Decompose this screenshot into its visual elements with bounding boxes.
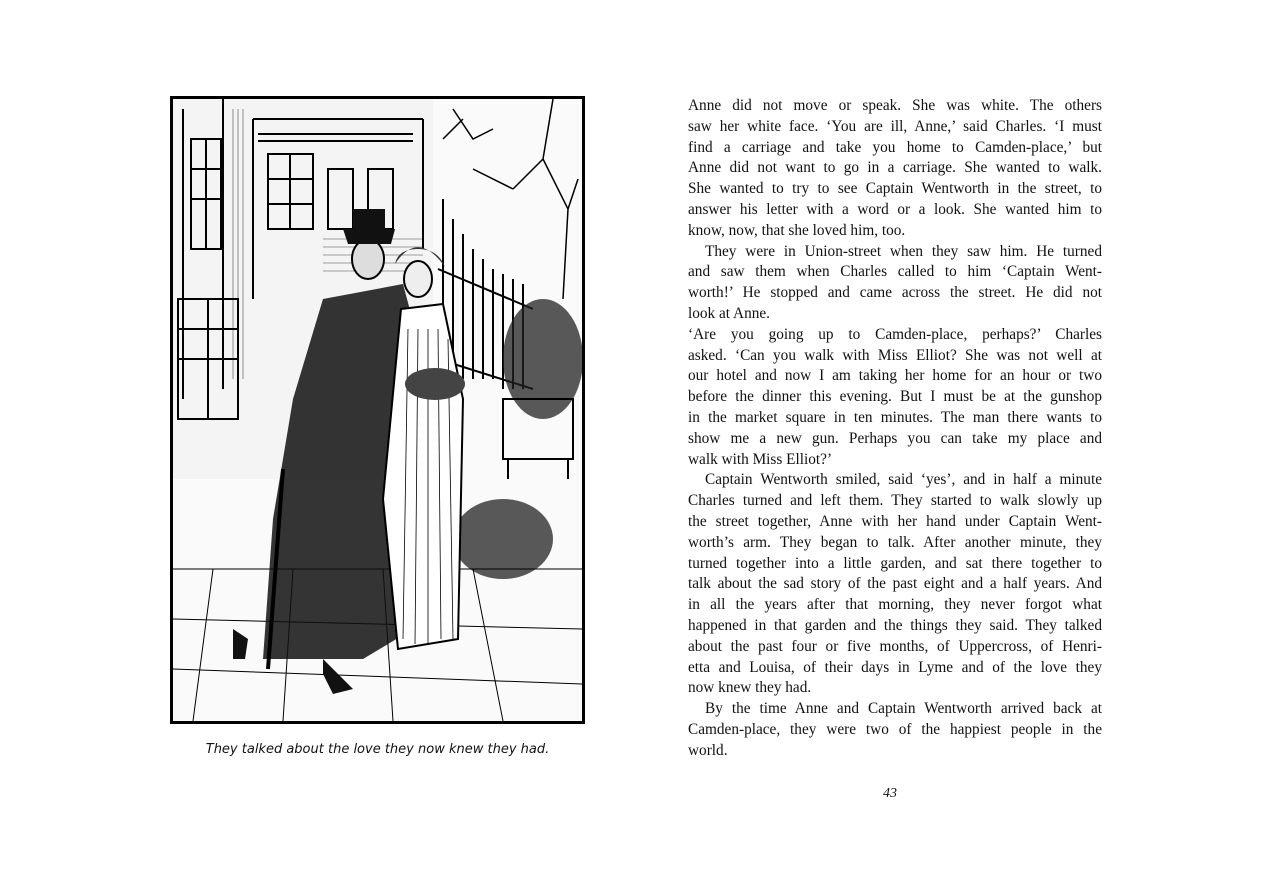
text-line: walk with Miss Elliot?’ xyxy=(688,450,833,468)
text-line: about the past four or five months, of Uppercross, of Henri- xyxy=(688,637,1102,655)
text-line: ‘Are you going up to Camden-place, perhaps?’ Charles xyxy=(688,325,1102,343)
text-line: in the market square in ten minutes. The man there wants to xyxy=(688,408,1102,426)
text-line: worth!’ He stopped and came across the street. He did not xyxy=(688,284,1102,302)
text-line: talk about the sad story of the past eight and a half years. And xyxy=(688,575,1102,593)
text-line: look at Anne. xyxy=(688,304,770,322)
page-number: 43 xyxy=(883,786,897,801)
text-line: turned together into a little garden, and sat there together to xyxy=(688,554,1102,572)
text-line: the street together, Anne with her hand under Captain Went- xyxy=(688,512,1102,530)
text-line: answer his letter with a word or a look. She wanted him to xyxy=(688,200,1102,218)
text-line: happened in that garden and the things they said. They talked xyxy=(688,616,1102,634)
text-line: our hotel and now I am taking her home for an hour or two xyxy=(688,367,1102,385)
text-line: worth’s arm. They began to talk. After another minute, they xyxy=(688,533,1102,551)
couple-walking-drawing xyxy=(173,99,582,721)
illustration xyxy=(170,96,585,724)
text-line: in all the years after that morning, they never forgot what xyxy=(688,596,1102,614)
text-line: Charles turned and left them. They started to walk slowly up xyxy=(688,492,1102,510)
text-line: show me a new gun. Perhaps you can take my place and xyxy=(688,429,1102,447)
text-line: etta and Louisa, of their days in Lyme and of the love they xyxy=(688,658,1102,676)
text-line: saw her white face. ‘You are ill, Anne,’ said Charles. ‘I must xyxy=(688,117,1102,135)
text-line: Captain Wentworth smiled, said ‘yes’, and in half a minute xyxy=(705,471,1102,489)
text-line: know, now, that she loved him, too. xyxy=(688,221,906,239)
text-line: and saw them when Charles called to him ‘Captain Went- xyxy=(688,263,1102,281)
text-line: Camden-place, they were two of the happiest people in the xyxy=(688,720,1102,738)
text-line: before the dinner this evening. But I must be at the gunshop xyxy=(688,388,1102,406)
text-line: find a carriage and take you home to Camden-place,’ but xyxy=(688,138,1102,156)
text-line: Anne did not want to go in a carriage. She wanted to walk. xyxy=(688,159,1102,177)
story-text xyxy=(688,96,1102,762)
text-line: Anne did not move or speak. She was white. The others xyxy=(688,97,1102,114)
text-line: By the time Anne and Captain Wentworth arrived back at xyxy=(705,700,1102,718)
text-line: They were in Union-street when they saw him. He turned xyxy=(705,242,1102,260)
text-line: asked. ‘Can you walk with Miss Elliot? She was not well at xyxy=(688,346,1102,364)
text-line: world. xyxy=(688,741,728,759)
text-line: She wanted to try to see Captain Wentworth in the street, to xyxy=(688,180,1102,198)
text-line: now knew they had. xyxy=(688,679,812,697)
illustration-caption: They talked about the love they now knew they had. xyxy=(205,742,550,757)
